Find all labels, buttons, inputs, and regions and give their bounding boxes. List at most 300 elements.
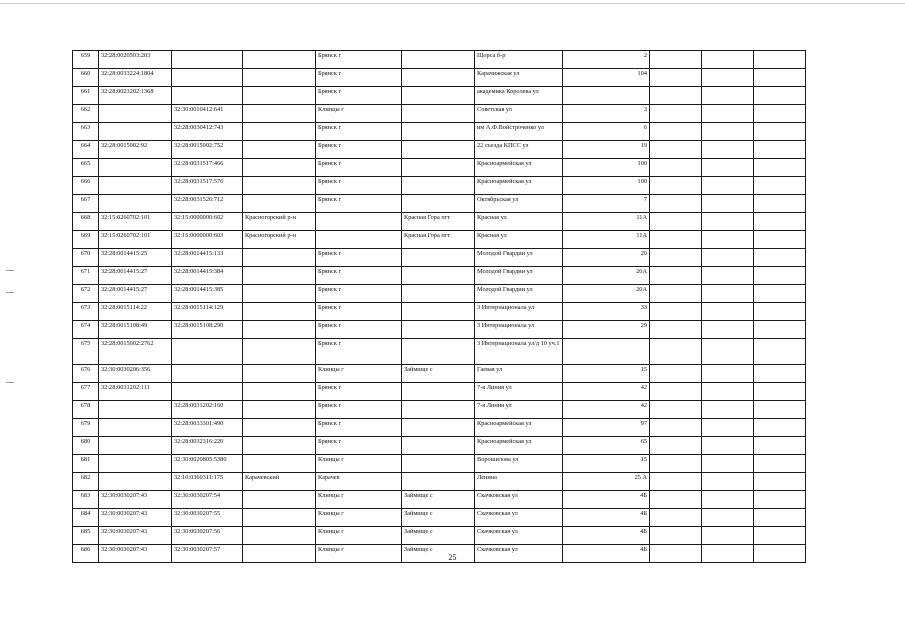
district-cell (243, 141, 316, 159)
city-cell: Клинцы г (316, 491, 402, 509)
district-cell (243, 123, 316, 141)
city-cell: Брянск г (316, 141, 402, 159)
house-number-cell: 97 (563, 419, 650, 437)
row-number-cell: 682 (73, 473, 99, 491)
row-number-cell: 670 (73, 249, 99, 267)
district-cell: Красногорский р-н (243, 231, 316, 249)
city-cell: Брянск г (316, 321, 402, 339)
empty-cell (702, 365, 754, 383)
row-number-cell: 674 (73, 321, 99, 339)
street-cell: Скачковская ул (475, 509, 563, 527)
empty-cell (702, 249, 754, 267)
building-cadastral-cell: 32:15:0000000:603 (172, 231, 243, 249)
row-number-cell: 662 (73, 105, 99, 123)
house-number-cell: 42 (563, 401, 650, 419)
settlement-cell (402, 473, 475, 491)
empty-cell (702, 285, 754, 303)
district-cell (243, 401, 316, 419)
street-cell: 3 Интернационала ул/д 10 уч.1 (475, 339, 563, 365)
city-cell: Брянск г (316, 285, 402, 303)
row-number-cell: 659 (73, 51, 99, 69)
street-cell: Красная ул (475, 213, 563, 231)
district-cell (243, 195, 316, 213)
settlement-cell: Займище с (402, 545, 475, 563)
empty-cell (650, 231, 702, 249)
city-cell: Брянск г (316, 69, 402, 87)
house-number-cell: 4Б (563, 527, 650, 545)
empty-cell (702, 321, 754, 339)
cadastral-number-cell: 32:28:0023202:1368 (99, 87, 172, 105)
empty-cell (702, 123, 754, 141)
city-cell: Брянск г (316, 339, 402, 365)
building-cadastral-cell (172, 87, 243, 105)
city-cell: Карачев (316, 473, 402, 491)
cadastral-number-cell: 32:28:0015108:49 (99, 321, 172, 339)
street-cell: 3 Интернационала ул (475, 303, 563, 321)
building-cadastral-cell (172, 365, 243, 383)
empty-cell (754, 437, 806, 455)
house-number-cell: 20А (563, 267, 650, 285)
table-row (73, 383, 806, 401)
empty-cell (702, 473, 754, 491)
empty-cell (702, 527, 754, 545)
street-cell: 22 съезда КПСС ул (475, 141, 563, 159)
settlement-cell (402, 267, 475, 285)
margin-mark (6, 382, 14, 383)
building-cadastral-cell: 32:28:0015114:129 (172, 303, 243, 321)
empty-cell (650, 321, 702, 339)
empty-cell (650, 419, 702, 437)
empty-cell (702, 51, 754, 69)
house-number-cell: 15 (563, 365, 650, 383)
empty-cell (754, 87, 806, 105)
cadastral-number-cell: 32:30:0030207:43 (99, 527, 172, 545)
table-row (73, 87, 806, 105)
building-cadastral-cell: 32:30:0030207:56 (172, 527, 243, 545)
cadastral-number-cell: 32:28:0014415:27 (99, 285, 172, 303)
cadastral-number-cell: 32:28:0014415:25 (99, 249, 172, 267)
empty-cell (754, 285, 806, 303)
house-number-cell: 11А (563, 231, 650, 249)
settlement-cell (402, 455, 475, 473)
district-cell (243, 159, 316, 177)
city-cell: Брянск г (316, 51, 402, 69)
table-row (73, 177, 806, 195)
district-cell (243, 87, 316, 105)
city-cell: Брянск г (316, 87, 402, 105)
empty-cell (702, 141, 754, 159)
building-cadastral-cell: 32:28:0033301:490 (172, 419, 243, 437)
district-cell (243, 51, 316, 69)
empty-cell (754, 303, 806, 321)
district-cell (243, 177, 316, 195)
settlement-cell (402, 159, 475, 177)
row-number-cell: 663 (73, 123, 99, 141)
city-cell: Клинцы г (316, 527, 402, 545)
building-cadastral-cell (172, 339, 243, 365)
city-cell: Брянск г (316, 383, 402, 401)
empty-cell (650, 365, 702, 383)
row-number-cell: 675 (73, 339, 99, 365)
table-row (73, 401, 806, 419)
settlement-cell: Займище с (402, 365, 475, 383)
city-cell: Брянск г (316, 159, 402, 177)
cadastral-number-cell (99, 177, 172, 195)
empty-cell (754, 213, 806, 231)
building-cadastral-cell (172, 51, 243, 69)
empty-cell (650, 303, 702, 321)
building-cadastral-cell: 32:30:0030207:54 (172, 491, 243, 509)
city-cell: Брянск г (316, 401, 402, 419)
building-cadastral-cell: 32:30:0010412:641 (172, 105, 243, 123)
street-cell: Красноармейская ул (475, 177, 563, 195)
building-cadastral-cell: 32:28:0015002:752 (172, 141, 243, 159)
district-cell: Красногорский р-н (243, 213, 316, 231)
building-cadastral-cell: 32:28:0015108:290 (172, 321, 243, 339)
district-cell (243, 267, 316, 285)
empty-cell (754, 383, 806, 401)
house-number-cell: 104 (563, 69, 650, 87)
settlement-cell (402, 321, 475, 339)
cadastral-number-cell: 32:28:0015114:22 (99, 303, 172, 321)
building-cadastral-cell: 32:30:0030207:57 (172, 545, 243, 563)
settlement-cell: Займище с (402, 509, 475, 527)
row-number-cell: 667 (73, 195, 99, 213)
building-cadastral-cell: 32:10:0360311:175 (172, 473, 243, 491)
cadastral-number-cell (99, 123, 172, 141)
city-cell (316, 213, 402, 231)
street-cell: Ленина (475, 473, 563, 491)
empty-cell (650, 383, 702, 401)
city-cell: Брянск г (316, 419, 402, 437)
settlement-cell (402, 437, 475, 455)
district-cell (243, 491, 316, 509)
house-number-cell: 20А (563, 285, 650, 303)
street-cell: Скачковская ул (475, 527, 563, 545)
settlement-cell (402, 383, 475, 401)
building-cadastral-cell: 32:28:0014415:133 (172, 249, 243, 267)
cadastral-number-cell: 32:28:0015002:92 (99, 141, 172, 159)
table-row (73, 527, 806, 545)
settlement-cell: Красная Гора пгт (402, 231, 475, 249)
empty-cell (754, 419, 806, 437)
house-number-cell: 20 (563, 249, 650, 267)
top-scan-line (0, 3, 905, 4)
empty-cell (702, 267, 754, 285)
empty-cell (754, 69, 806, 87)
row-number-cell: 660 (73, 69, 99, 87)
row-number-cell: 661 (73, 87, 99, 105)
empty-cell (702, 195, 754, 213)
street-cell: 7-я Линия ул (475, 401, 563, 419)
cadastral-number-cell (99, 105, 172, 123)
empty-cell (702, 105, 754, 123)
empty-cell (754, 491, 806, 509)
row-number-cell: 668 (73, 213, 99, 231)
building-cadastral-cell: 32:28:0032316:220 (172, 437, 243, 455)
empty-cell (702, 177, 754, 195)
street-cell: Советская ул (475, 105, 563, 123)
empty-cell (754, 195, 806, 213)
table-row (73, 473, 806, 491)
empty-cell (650, 339, 702, 365)
table-row (73, 195, 806, 213)
city-cell: Брянск г (316, 123, 402, 141)
row-number-cell: 683 (73, 491, 99, 509)
house-number-cell: 4Б (563, 545, 650, 563)
empty-cell (650, 105, 702, 123)
table-row (73, 231, 806, 249)
row-number-cell: 677 (73, 383, 99, 401)
empty-cell (650, 527, 702, 545)
row-number-cell: 678 (73, 401, 99, 419)
table-row (73, 321, 806, 339)
row-number-cell: 685 (73, 527, 99, 545)
empty-cell (754, 51, 806, 69)
building-cadastral-cell (172, 69, 243, 87)
district-cell (243, 69, 316, 87)
district-cell (243, 105, 316, 123)
empty-cell (754, 105, 806, 123)
empty-cell (754, 365, 806, 383)
empty-cell (650, 491, 702, 509)
city-cell (316, 231, 402, 249)
row-number-cell: 676 (73, 365, 99, 383)
settlement-cell (402, 249, 475, 267)
street-cell: Молодой Гвардии ул (475, 267, 563, 285)
street-cell: Карачижская ул (475, 69, 563, 87)
building-cadastral-cell: 32:28:0014415:384 (172, 267, 243, 285)
street-cell: им А.Ф.Войстроченко ул (475, 123, 563, 141)
table-row (73, 267, 806, 285)
empty-cell (650, 249, 702, 267)
district-cell (243, 249, 316, 267)
district-cell (243, 527, 316, 545)
empty-cell (650, 159, 702, 177)
district-cell: Карачевский (243, 473, 316, 491)
empty-cell (754, 267, 806, 285)
empty-cell (754, 401, 806, 419)
city-cell: Брянск г (316, 249, 402, 267)
street-cell: Красноармейская ул (475, 437, 563, 455)
street-cell: Октябрьская ул (475, 195, 563, 213)
cadastral-number-cell: 32:30:0030207:43 (99, 491, 172, 509)
row-number-cell: 664 (73, 141, 99, 159)
table-row (73, 491, 806, 509)
house-number-cell: 2 (563, 51, 650, 69)
empty-cell (650, 87, 702, 105)
empty-cell (702, 339, 754, 365)
empty-cell (650, 285, 702, 303)
district-cell (243, 339, 316, 365)
house-number-cell (563, 87, 650, 105)
district-cell (243, 419, 316, 437)
empty-cell (702, 401, 754, 419)
cadastral-number-cell: 32:28:0020503:203 (99, 51, 172, 69)
house-number-cell: 4Б (563, 491, 650, 509)
cadastral-number-cell: 32:15:0260702:101 (99, 213, 172, 231)
row-number-cell: 665 (73, 159, 99, 177)
empty-cell (702, 383, 754, 401)
table-row (73, 365, 806, 383)
building-cadastral-cell: 32:28:0031517:466 (172, 159, 243, 177)
row-number-cell: 666 (73, 177, 99, 195)
building-cadastral-cell: 32:30:0020805:5380 (172, 455, 243, 473)
settlement-cell (402, 401, 475, 419)
row-number-cell: 684 (73, 509, 99, 527)
empty-cell (650, 267, 702, 285)
table-row (73, 213, 806, 231)
table-row (73, 141, 806, 159)
house-number-cell: 100 (563, 177, 650, 195)
empty-cell (650, 213, 702, 231)
empty-cell (754, 141, 806, 159)
street-cell: Молодой Гвардии ул (475, 285, 563, 303)
empty-cell (754, 249, 806, 267)
empty-cell (702, 87, 754, 105)
cadastral-number-cell (99, 455, 172, 473)
city-cell: Клинцы г (316, 545, 402, 563)
city-cell: Брянск г (316, 267, 402, 285)
cadastral-number-cell (99, 401, 172, 419)
table-row (73, 455, 806, 473)
house-number-cell: 11А (563, 213, 650, 231)
empty-cell (650, 437, 702, 455)
empty-cell (650, 509, 702, 527)
street-cell: Гаевая ул (475, 365, 563, 383)
empty-cell (754, 509, 806, 527)
building-cadastral-cell: 32:28:0031202:160 (172, 401, 243, 419)
row-number-cell: 669 (73, 231, 99, 249)
empty-cell (754, 123, 806, 141)
table-row (73, 509, 806, 527)
city-cell: Брянск г (316, 437, 402, 455)
house-number-cell: 3 (563, 105, 650, 123)
cadastral-number-cell: 32:30:0030207:43 (99, 545, 172, 563)
street-cell: Скачковская ул (475, 491, 563, 509)
empty-cell (702, 69, 754, 87)
house-number-cell: 6 (563, 123, 650, 141)
row-number-cell: 680 (73, 437, 99, 455)
settlement-cell (402, 177, 475, 195)
table-row (73, 419, 806, 437)
street-cell: Щорса б-р (475, 51, 563, 69)
table-row (73, 123, 806, 141)
house-number-cell: 65 (563, 437, 650, 455)
empty-cell (754, 527, 806, 545)
table-row (73, 437, 806, 455)
settlement-cell: Займище с (402, 491, 475, 509)
house-number-cell: 7 (563, 195, 650, 213)
house-number-cell: 42 (563, 383, 650, 401)
empty-cell (650, 141, 702, 159)
settlement-cell (402, 195, 475, 213)
city-cell: Брянск г (316, 177, 402, 195)
empty-cell (650, 455, 702, 473)
settlement-cell (402, 123, 475, 141)
empty-cell (650, 195, 702, 213)
settlement-cell (402, 141, 475, 159)
street-cell: академика Королева ул (475, 87, 563, 105)
city-cell: Клинцы г (316, 365, 402, 383)
district-cell (243, 365, 316, 383)
house-number-cell: 4Б (563, 509, 650, 527)
house-number-cell: 19 (563, 141, 650, 159)
settlement-cell (402, 51, 475, 69)
table-row (73, 105, 806, 123)
cadastral-number-cell (99, 473, 172, 491)
cadastral-number-cell: 32:28:0015002:2762 (99, 339, 172, 365)
settlement-cell: Красная Гора пгт (402, 213, 475, 231)
row-number-cell: 673 (73, 303, 99, 321)
district-cell (243, 455, 316, 473)
house-number-cell: 100 (563, 159, 650, 177)
table-row (73, 159, 806, 177)
empty-cell (702, 159, 754, 177)
empty-cell (702, 419, 754, 437)
margin-mark (6, 270, 14, 271)
city-cell: Клинцы г (316, 105, 402, 123)
empty-cell (754, 177, 806, 195)
street-cell: 7-я Линия ул (475, 383, 563, 401)
house-number-cell: 29 (563, 321, 650, 339)
district-cell (243, 383, 316, 401)
district-cell (243, 321, 316, 339)
empty-cell (650, 473, 702, 491)
building-cadastral-cell: 32:28:0014415:385 (172, 285, 243, 303)
row-number-cell: 686 (73, 545, 99, 563)
settlement-cell (402, 87, 475, 105)
district-cell (243, 509, 316, 527)
district-cell (243, 437, 316, 455)
cadastral-number-cell: 32:28:0033224:1804 (99, 69, 172, 87)
empty-cell (754, 473, 806, 491)
table-row (73, 303, 806, 321)
table-row (73, 285, 806, 303)
building-cadastral-cell: 32:28:0031526:712 (172, 195, 243, 213)
settlement-cell (402, 419, 475, 437)
empty-cell (754, 321, 806, 339)
settlement-cell (402, 69, 475, 87)
settlement-cell: Займище с (402, 527, 475, 545)
building-cadastral-cell (172, 383, 243, 401)
empty-cell (702, 455, 754, 473)
cadastral-number-cell (99, 419, 172, 437)
empty-cell (702, 437, 754, 455)
table-row (73, 249, 806, 267)
page-number: 25 (448, 553, 457, 562)
row-number-cell: 671 (73, 267, 99, 285)
building-cadastral-cell: 32:15:0000000:602 (172, 213, 243, 231)
empty-cell (702, 231, 754, 249)
settlement-cell (402, 285, 475, 303)
margin-mark (6, 292, 14, 293)
house-number-cell: 25 А (563, 473, 650, 491)
building-cadastral-cell: 32:28:0031517:576 (172, 177, 243, 195)
cadastral-number-cell: 32:15:0260702:101 (99, 231, 172, 249)
empty-cell (650, 401, 702, 419)
house-number-cell: 33 (563, 303, 650, 321)
table-row (73, 69, 806, 87)
street-cell: Ворошилова ул (475, 455, 563, 473)
house-number-cell (563, 339, 650, 365)
empty-cell (650, 177, 702, 195)
empty-cell (650, 69, 702, 87)
register-table-body (73, 51, 806, 563)
district-cell (243, 285, 316, 303)
cadastral-number-cell: 32:30:0030207:43 (99, 509, 172, 527)
street-cell: Красная ул (475, 231, 563, 249)
